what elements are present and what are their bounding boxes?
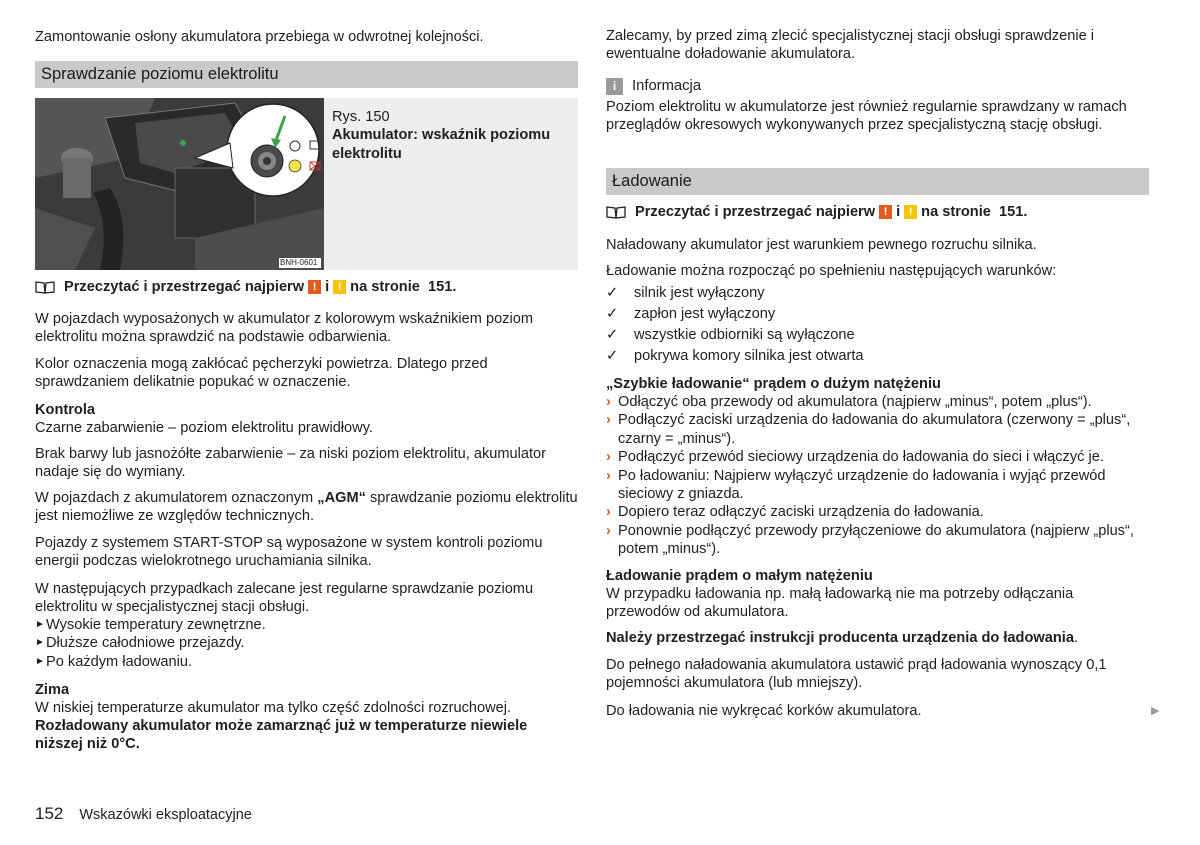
paragraph: Kolor oznaczenia mogą zakłócać pęcherzyki powietrza. Dlatego przed sprawdzaniem delikatnie popukać w oznaczenie. [35,356,488,391]
info-icon: i [606,78,623,95]
warning-reference [35,278,578,296]
subheading-fast-charging: „Szybkie ładowanie“ prądem o dużym natężeniu [606,376,941,392]
paragraph: Ładowanie można rozpocząć po spełnieniu następujących warunków: [606,263,1057,279]
step-list [606,393,1149,559]
checklist-item: ✓ wszystkie odbiorniki są wyłączone [606,327,855,343]
continue-arrow-icon: ▶ [1151,705,1160,717]
book-icon [606,205,626,219]
warning-conj: i [896,204,901,220]
paragraph: W następujących przypadkach zalecane jest regularne sprawdzanie poziomu elektrolitu w specjalistycznej stacji obsługi. [35,581,534,616]
warning-page-text: na stronie [921,204,991,220]
page-number: 152 [35,804,64,823]
step-item: › Ponownie podłączyć przewody przyłączeniowe do akumulatora (najpierw „plus“, potem „minus“). [606,522,1134,558]
checklist-item: ✓ silnik jest wyłączony [606,285,765,301]
warning-icon: ! [308,280,321,294]
list-item: ► Po każdym ładowaniu. [35,653,193,670]
warning-reference [606,203,1149,221]
bullet-list [35,616,578,671]
figure-caption-text: Akumulator: wskaźnik poziomu elektrolitu [332,127,551,162]
paragraph: Brak barwy lub jasnożółte zabarwienie – za niski poziom elektrolitu, akumulator nadaje się do wymiany. [35,446,547,481]
paragraph: Czarne zabarwienie – poziom elektrolitu prawidłowy. [35,420,373,436]
battery-figure [35,98,324,270]
paragraph: Zalecamy, by przed zimą zlecić specjalistycznej stacji obsługi sprawdzenie i ewentualne doładowanie akumulatora. [606,28,1094,63]
figure-label: Rys. 150 [332,109,390,125]
warning-page-text: na stronie [350,279,420,295]
engine-bay-illustration [35,98,324,270]
warning-text: Przeczytać i przestrzegać najpierw [635,204,876,220]
checklist-item: ✓ zapłon jest wyłączony [606,306,776,322]
list-item: ► Dłuższe całodniowe przejazdy. [35,635,245,652]
paragraph: Do ładowania nie wykręcać korków akumulatora. [606,703,922,719]
intro-text: Zamontowanie osłony akumulatora przebiega w odwrotnej kolejności. [35,29,484,45]
paragraph: W przypadku ładowania np. małą ładowarką nie ma potrzeby odłączania przewodów od akumulatora. [606,586,1074,621]
subheading-zima: Zima [35,682,70,698]
step-item: › Podłączyć zaciski urządzenia do ładowania do akumulatora (czerwony = „plus“, czarny = „minus“). [606,412,1131,447]
paragraph: Do pełnego naładowania akumulatora ustawić prąd ładowania wynoszący 0,1 pojemności akumulatora (lub mniejszy). [606,657,1107,692]
chapter-title: Wskazówki eksploatacyjne [79,807,252,823]
warning-page-number: 151. [999,204,1028,220]
section-heading-electrolyte: Sprawdzanie poziomu elektrolitu [35,61,578,88]
info-heading [606,77,1149,95]
info-title: Informacja [632,78,702,94]
caution-icon: ! [904,205,917,219]
paragraph: W niskiej temperaturze akumulator ma tylko część zdolności rozruchowej. [35,700,512,716]
caution-icon: ! [333,280,346,294]
paragraph: Pojazdy z systemem START-STOP są wyposażone w system kontroli poziomu energii podczas wielokrotnego uruchamiania silnika. [35,535,543,570]
page-footer [35,805,252,824]
step-item: › Podłączyć przewód sieciowy urządzenia do ładowania do sieci i włączyć je. [606,449,1104,466]
warning-icon: ! [879,205,892,219]
figure-code: BNH-0601 [280,258,318,267]
step-item: › Odłączyć oba przewody od akumulatora (najpierw „minus“, potem „plus“). [606,394,1092,410]
checklist [606,283,1149,367]
paragraph: W pojazdach wyposażonych w akumulator z kolorowym wskaźnikiem poziom elektrolitu można sprawdzić na podstawie odbarwienia. [35,311,533,346]
paragraph: W pojazdach z akumulatorem oznaczonym „AGM“ sprawdzanie poziomu elektrolitu jest niemożliwe ze względów technicznych. [35,490,578,525]
book-icon [35,280,55,294]
subheading-kontrola: Kontrola [35,402,95,418]
section-heading-charging: Ładowanie [606,168,1149,195]
warning-page-number: 151. [428,279,457,295]
checklist-item: ✓ pokrywa komory silnika jest otwarta [606,348,864,364]
warning-conj: i [325,279,330,295]
subheading-low-current: Ładowanie prądem o małym natężeniu [606,568,873,584]
step-item: › Po ładowaniu: Najpierw wyłączyć urządzenie do ładowania i wyjąć przewód sieciowy z gniazda. [606,467,1106,503]
list-item: ► Wysokie temperatury zewnętrzne. [35,617,266,633]
warning-text: Przeczytać i przestrzegać najpierw [64,279,305,295]
info-text: Poziom elektrolitu w akumulatorze jest również regularnie sprawdzany w ramach przeglądów okresowych wykonywanych przez specjalistyczną stację obsługi. [606,99,1127,134]
warning-paragraph: Rozładowany akumulator może zamarznąć już w temperaturze niewiele niższej niż 0°C. [35,718,528,753]
paragraph: Należy przestrzegać instrukcji producenta urządzenia do ładowania. [606,630,1078,646]
step-item: › Dopiero teraz odłączyć zaciski urządzenia do ładowania. [606,504,984,521]
figure-caption [332,108,572,163]
paragraph: Naładowany akumulator jest warunkiem pewnego rozruchu silnika. [606,237,1037,253]
